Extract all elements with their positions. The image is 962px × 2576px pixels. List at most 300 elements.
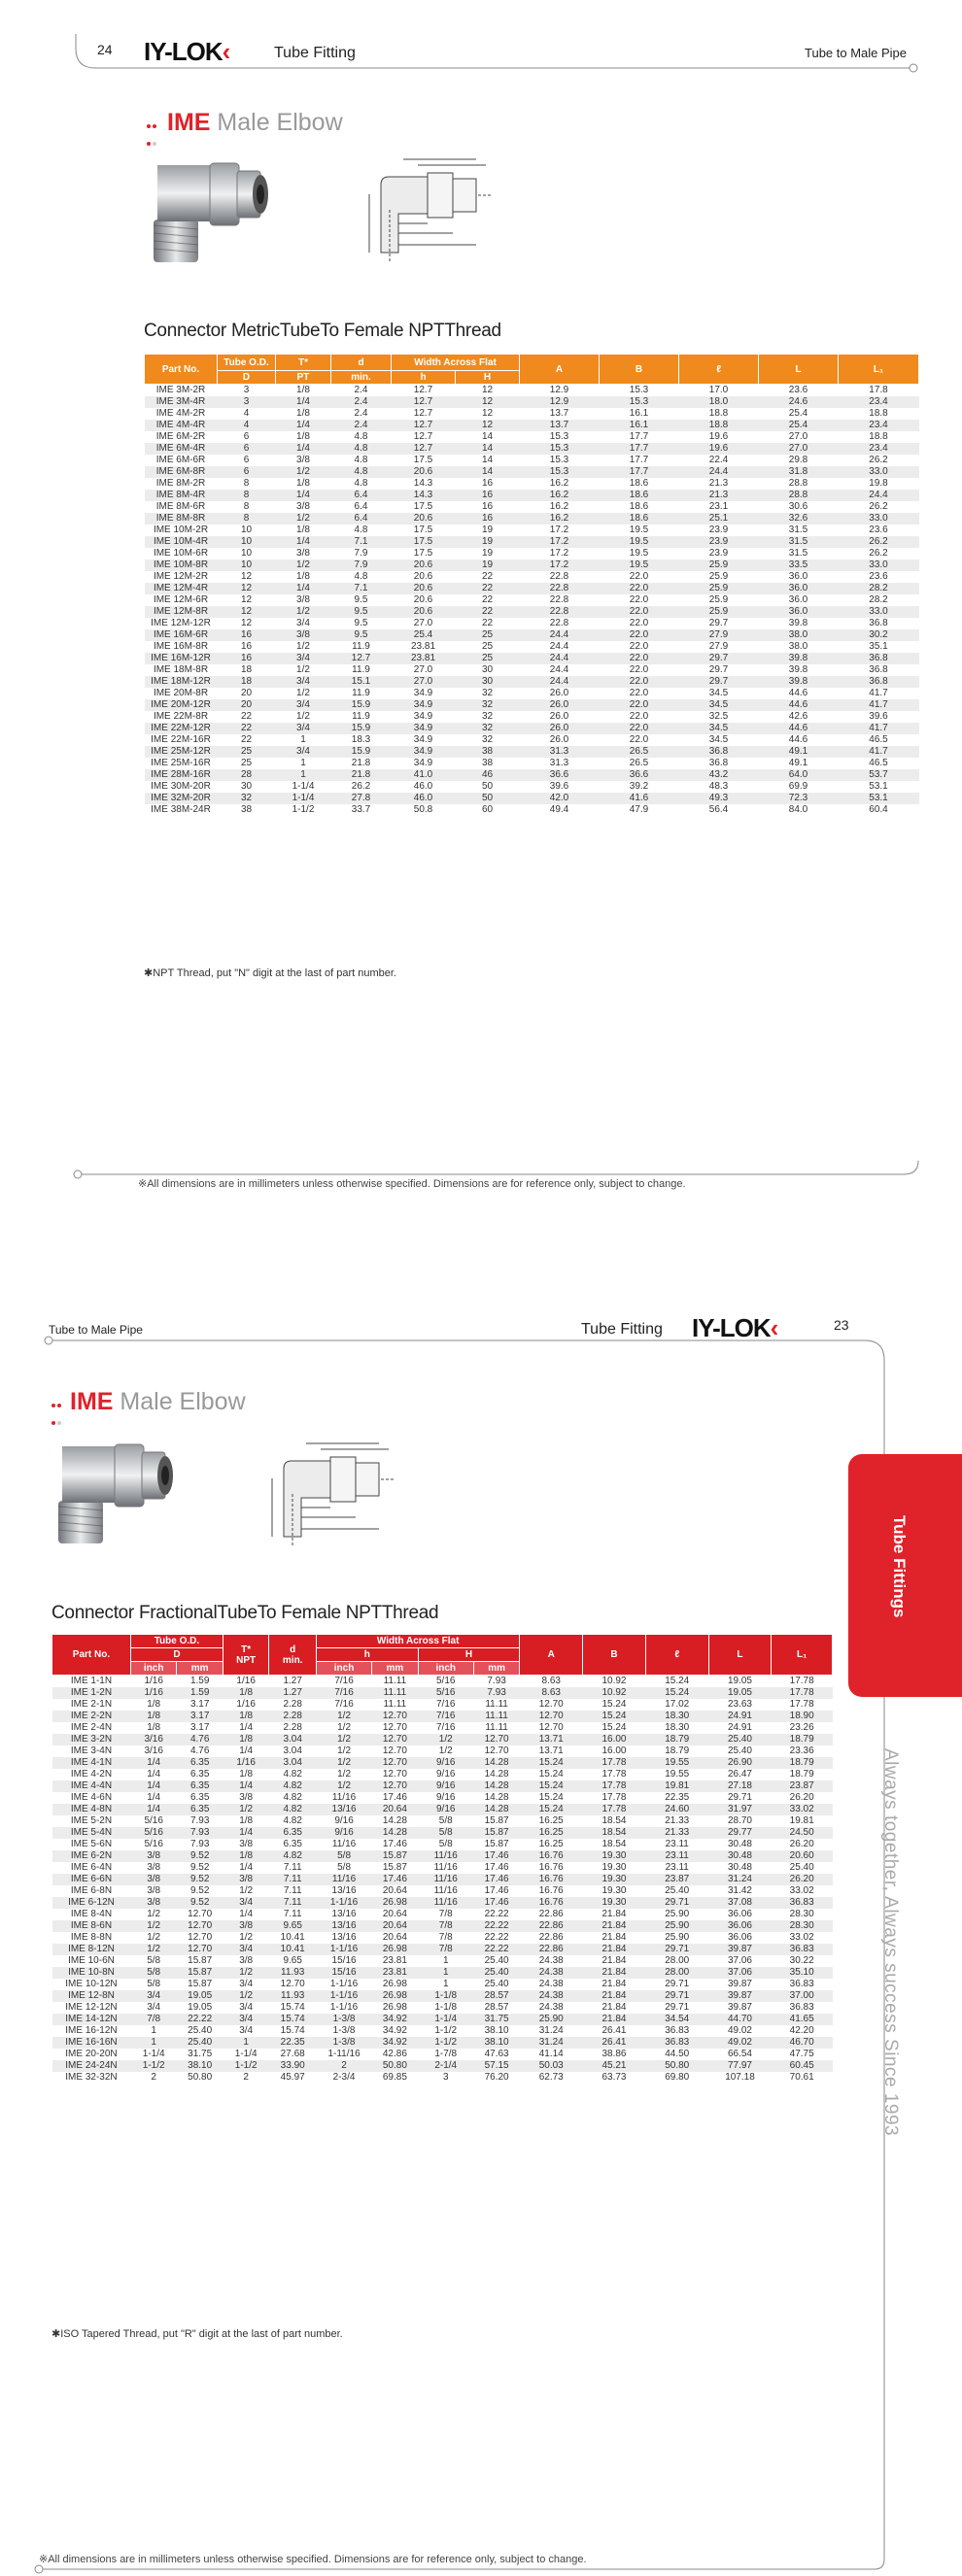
- table-cell: 1-1/8: [434, 2002, 458, 2013]
- table-cell: 7/8: [130, 2014, 176, 2025]
- table-row: [52, 2060, 833, 2072]
- table-cell: 1-1/16: [329, 1979, 359, 1989]
- table-row: [145, 455, 919, 466]
- table-cell: 1/2: [223, 1804, 268, 1815]
- table-cell: IME 6M-6R: [155, 455, 206, 465]
- table-cell: 36.06: [708, 1920, 772, 1932]
- table-cell: 11/16: [331, 1792, 357, 1803]
- table-row: [145, 723, 919, 734]
- table-row: [145, 525, 919, 536]
- table-row: [145, 559, 919, 571]
- table-cell: 28.57: [473, 1990, 520, 2002]
- table-cell: 1/2: [316, 1711, 371, 1722]
- table-cell: 25.9: [679, 559, 759, 571]
- table-cell: 1/2: [239, 1932, 254, 1943]
- table-cell: 1/4: [130, 1780, 176, 1792]
- table-cell: 28.70: [727, 1815, 752, 1826]
- table-cell: 3/8: [130, 1897, 176, 1909]
- table-cell: 1: [130, 2037, 176, 2049]
- table-cell: 17.78: [583, 1780, 646, 1792]
- table-cell: 25: [240, 758, 253, 768]
- table-cell: 28.8: [759, 490, 839, 501]
- col-tube-od-sub: D: [218, 371, 276, 385]
- table-cell: 9.5: [331, 629, 392, 641]
- table-cell: 28.57: [484, 2002, 509, 2013]
- col2-tube-inch: inch: [130, 1662, 176, 1676]
- table-cell: 32.5: [708, 711, 729, 722]
- table-cell: 22.0: [629, 641, 649, 652]
- table-cell: 16.00: [601, 1746, 627, 1756]
- table-cell: 10: [218, 536, 276, 548]
- table-cell: 19.5: [629, 548, 649, 559]
- table-cell: 12.9: [520, 396, 600, 408]
- table-cell: 24.50: [772, 1827, 833, 1839]
- table-cell: 22: [218, 723, 276, 734]
- col-d: d: [331, 355, 392, 371]
- table-cell: 31.5: [759, 536, 839, 548]
- table-row: [145, 594, 919, 606]
- table-cell: 22.0: [600, 629, 679, 641]
- table-cell: 29.8: [788, 455, 808, 465]
- table-cell: 17.7: [629, 431, 649, 442]
- table-cell: 9.52: [189, 1885, 210, 1896]
- table-cell: 16.76: [520, 1874, 583, 1885]
- table-cell: 25.40: [789, 1862, 814, 1873]
- table-cell: 12.70: [473, 1734, 520, 1746]
- table-cell: 1/4: [276, 443, 331, 455]
- table-cell: 41.7: [839, 746, 919, 758]
- table-cell: 33.0: [839, 559, 919, 571]
- table-cell: 23.4: [839, 443, 919, 455]
- table-cell: 22: [481, 618, 494, 628]
- table-cell: 53.1: [869, 781, 888, 792]
- table-cell: 31.75: [188, 2049, 213, 2059]
- table-cell: 11.11: [485, 1699, 508, 1710]
- table-cell: 15.24: [538, 1769, 564, 1779]
- table-cell: 19.6: [708, 431, 729, 442]
- table-cell: 7.93: [473, 1687, 520, 1699]
- table-cell: 3/4: [223, 1944, 268, 1955]
- table-cell: 11.11: [485, 1722, 508, 1733]
- table-cell: 43.2: [679, 769, 759, 781]
- table-cell: 31.3: [549, 758, 569, 768]
- table-cell: 22.86: [520, 1920, 583, 1932]
- table-cell: 12.7: [392, 443, 456, 455]
- table-cell: 47.63: [484, 2049, 509, 2059]
- table-cell: 15.24: [538, 1792, 564, 1803]
- col2-H: H: [418, 1648, 520, 1662]
- table-cell: 22: [481, 571, 494, 582]
- table-cell: 20.6: [392, 513, 456, 525]
- table-cell: 25.40: [473, 1967, 520, 1979]
- table-cell: 34.92: [372, 2014, 418, 2025]
- table-cell: 37.00: [772, 1990, 833, 2002]
- table-cell: IME 8M-2R: [155, 478, 206, 489]
- table-cell: 38.86: [601, 2049, 627, 2059]
- table-cell: 3.04: [269, 1757, 317, 1769]
- table-cell: 18: [218, 676, 276, 688]
- table-cell: 27.68: [280, 2049, 305, 2059]
- table-cell: 33.0: [839, 466, 919, 478]
- table-cell: 22.0: [600, 653, 679, 664]
- table-cell: 18.54: [601, 1839, 627, 1849]
- table-cell: 22.22: [177, 2014, 223, 2025]
- table-cell: 12.70: [538, 1699, 564, 1710]
- table-cell: 28.00: [645, 1967, 708, 1979]
- table-cell: 18.8: [708, 408, 729, 419]
- table-cell: IME 16M-6R: [145, 629, 218, 641]
- table-cell: 1-1/16: [329, 2002, 359, 2013]
- table-cell: 26.20: [789, 1839, 814, 1849]
- table-cell: 29.71: [645, 1944, 708, 1955]
- table-cell: 22.8: [549, 618, 569, 628]
- table-cell: 19.30: [601, 1862, 627, 1873]
- table-cell: 69.85: [382, 2072, 407, 2083]
- table-cell: 3/4: [296, 618, 310, 628]
- table-cell: IME 10M-2R: [153, 525, 209, 535]
- table-cell: 22.0: [600, 676, 679, 688]
- table-cell: 3/4: [147, 2002, 161, 2013]
- table-cell: 16.1: [600, 420, 679, 431]
- table-cell: 3/8: [239, 1792, 254, 1803]
- table-cell: 16.76: [538, 1862, 564, 1873]
- table-cell: 12: [481, 408, 494, 419]
- table-cell: 25.90: [520, 2014, 583, 2025]
- table-cell: 31.24: [708, 1874, 772, 1885]
- col2-width-across-flat: Width Across Flat: [316, 1635, 519, 1648]
- table-cell: 50.8: [413, 804, 433, 815]
- table-cell: 3.17: [189, 1699, 210, 1710]
- table-row: [145, 653, 919, 664]
- col2-L: L: [708, 1635, 772, 1676]
- product-title: IME Male Elbow: [167, 109, 343, 136]
- table-cell: IME 10-12N: [65, 1979, 118, 1989]
- table-cell: 17.78: [789, 1676, 814, 1686]
- table-cell: 1-3/8: [316, 2014, 371, 2025]
- table-cell: 13.7: [520, 420, 600, 431]
- table-cell: 17.46: [473, 1874, 520, 1885]
- table-cell: 7/8: [418, 1944, 473, 1955]
- table-row: [145, 758, 919, 769]
- table-cell: 1/2: [296, 711, 310, 722]
- table-cell: 1-1/2: [434, 2025, 458, 2036]
- table-cell: 36.06: [727, 1932, 752, 1943]
- table-cell: 15.74: [269, 2014, 317, 2025]
- table-cell: 37.06: [708, 1967, 772, 1979]
- table-cell: 15.74: [280, 2025, 305, 2036]
- table-cell: IME 6-4N: [70, 1862, 113, 1873]
- table-cell: 4.8: [354, 571, 368, 582]
- table-cell: 19.30: [583, 1897, 646, 1909]
- table-cell: IME 12M-4R: [145, 583, 218, 594]
- table-cell: IME 6M-8R: [145, 466, 218, 478]
- table-cell: 26.0: [549, 688, 569, 698]
- table-cell: 1/2: [276, 466, 331, 478]
- table-cell: 31.8: [759, 466, 839, 478]
- table-cell: IME 16M-8R: [153, 641, 209, 652]
- table-cell: 3/4: [276, 746, 331, 758]
- table-cell: 12.9: [549, 385, 569, 395]
- table-row: [145, 478, 919, 490]
- table-cell: IME 22M-8R: [153, 711, 209, 722]
- table-cell: IME 20-20N: [65, 2049, 118, 2059]
- table-cell: 25.9: [679, 606, 759, 618]
- table-cell: 1-1/16: [316, 1897, 371, 1909]
- table-cell: 25.40: [708, 1734, 772, 1746]
- table-cell: IME 30M-20R: [151, 781, 211, 792]
- page-number: 24: [97, 42, 113, 57]
- table-cell: 1/8: [223, 1734, 268, 1746]
- col-B: B: [600, 355, 679, 385]
- table-cell: 19: [456, 559, 520, 571]
- table-cell: 25.1: [679, 513, 759, 525]
- table-cell: 44.70: [708, 2014, 772, 2025]
- table-cell: 20.64: [382, 1885, 407, 1896]
- table-cell: 15.24: [645, 1687, 708, 1699]
- table-cell: 3/4: [223, 1897, 268, 1909]
- table-cell: IME 6-2N: [52, 1850, 131, 1862]
- table-cell: 23.4: [839, 396, 919, 408]
- table-row: [145, 664, 919, 676]
- table-cell: 17.5: [392, 536, 456, 548]
- table-cell: 1/8: [296, 478, 310, 489]
- table-cell: 20: [218, 699, 276, 711]
- table-cell: 24.91: [708, 1711, 772, 1722]
- table-cell: 15.74: [280, 2002, 305, 2013]
- table-cell: 18.79: [772, 1734, 833, 1746]
- table-cell: 39.8: [759, 653, 839, 664]
- table-cell: IME 32M-20R: [145, 793, 218, 804]
- table-cell: 44.6: [788, 734, 808, 745]
- table-row: [145, 734, 919, 746]
- table-cell: 3/16: [130, 1734, 176, 1746]
- table-cell: 36.83: [789, 2002, 814, 2013]
- table-cell: 14.28: [484, 1769, 509, 1779]
- table-cell: 3/8: [223, 1920, 268, 1932]
- table-cell: 2.4: [354, 385, 368, 395]
- table-cell: 21.84: [583, 1920, 646, 1932]
- table-cell: 9.5: [331, 606, 392, 618]
- table-row: [145, 571, 919, 583]
- table-cell: 16.25: [538, 1839, 564, 1849]
- table-cell: 25: [456, 629, 520, 641]
- table-cell: 15.9: [331, 699, 392, 711]
- table-cell: 27.9: [708, 641, 729, 652]
- table-cell: 18.54: [583, 1827, 646, 1839]
- table-cell: 18.79: [772, 1757, 833, 1769]
- table-row: [52, 1979, 833, 1990]
- table-cell: IME 20M-12R: [145, 699, 218, 711]
- table-cell: 3.04: [283, 1746, 302, 1756]
- table-cell: 22.8: [520, 606, 600, 618]
- table-cell: 24.4: [549, 664, 569, 675]
- col2-tube-od-sub: D: [130, 1648, 223, 1662]
- col2-h: h: [316, 1648, 418, 1662]
- table-cell: 1/16: [236, 1676, 256, 1686]
- table-cell: 14.28: [372, 1827, 418, 1839]
- table-cell: 1-3/8: [316, 2037, 371, 2049]
- table-cell: 9/16: [418, 1780, 473, 1792]
- table-cell: 13/16: [316, 1920, 371, 1932]
- table-cell: 2: [316, 2060, 371, 2072]
- table-cell: 34.5: [708, 734, 729, 745]
- table-cell: 17.5: [413, 525, 433, 535]
- table-cell: 15.3: [549, 455, 569, 465]
- table-cell: 2.4: [331, 420, 392, 431]
- table-cell: 7.1: [331, 536, 392, 548]
- table-cell: 1-1/4: [418, 2014, 473, 2025]
- table-cell: 18.3: [351, 734, 371, 745]
- table-cell: 14.3: [413, 478, 433, 489]
- table-cell: 3/8: [239, 1839, 254, 1849]
- table-cell: IME 4-8N: [52, 1804, 131, 1815]
- table-row: [145, 385, 919, 397]
- table-row: [145, 804, 919, 816]
- table-cell: 1-1/8: [418, 1990, 473, 2002]
- table-cell: 16: [481, 478, 494, 489]
- table-cell: 25.9: [708, 594, 729, 605]
- table-cell: IME 4-6N: [70, 1792, 113, 1803]
- table-cell: 24.6: [759, 396, 839, 408]
- table-cell: 22.0: [600, 723, 679, 734]
- table-cell: 23.9: [708, 548, 729, 559]
- table-cell: IME 12M-8R: [145, 606, 218, 618]
- table-cell: 16.2: [549, 478, 569, 489]
- table-cell: 17.78: [772, 1687, 833, 1699]
- table-cell: 47.75: [789, 2049, 814, 2059]
- table-cell: 7/16: [334, 1676, 354, 1686]
- table-cell: 39.87: [708, 1990, 772, 2002]
- table-cell: IME 8-6N: [52, 1920, 131, 1932]
- table-row: [52, 1815, 833, 1827]
- table-cell: 28.2: [839, 583, 919, 594]
- table-cell: 5/8: [438, 1839, 453, 1849]
- table-cell: 17.2: [520, 536, 600, 548]
- table-cell: 45.97: [280, 2072, 305, 2083]
- table-cell: 1-1/16: [316, 1990, 371, 2002]
- table-row: [52, 2037, 833, 2049]
- table-cell: 1/2: [296, 688, 310, 698]
- table-row: [52, 1897, 833, 1909]
- table-cell: 4.82: [269, 1780, 317, 1792]
- table-row: [145, 781, 919, 793]
- table-cell: 15.9: [331, 723, 392, 734]
- table-cell: 26.2: [869, 455, 888, 465]
- table-cell: 18.0: [679, 396, 759, 408]
- table-cell: IME 8M-6R: [155, 501, 206, 512]
- table-cell: 1: [418, 1967, 473, 1979]
- table-cell: 34.9: [413, 758, 433, 768]
- table-cell: 18.90: [772, 1711, 833, 1722]
- table-cell: 20.6: [392, 606, 456, 618]
- slogan: Always together, Always success Since 1993: [880, 1748, 901, 2137]
- table-cell: 1-11/16: [327, 2049, 361, 2059]
- table-cell: 4.82: [283, 1792, 302, 1803]
- table-cell: IME 3-4N: [70, 1746, 113, 1756]
- table-cell: 69.80: [665, 2072, 690, 2083]
- table-cell: 39.87: [727, 1979, 752, 1989]
- brand-logo-2: IY-LOK‹: [692, 1313, 778, 1342]
- table-cell: 7.11: [283, 1909, 302, 1919]
- table-cell: 20.64: [382, 1909, 407, 1919]
- table-cell: 30.2: [839, 629, 919, 641]
- table-cell: 3/8: [147, 1885, 161, 1896]
- col-L: L: [759, 355, 839, 385]
- table-cell: 7/8: [418, 1920, 473, 1932]
- table-row: [52, 1746, 833, 1757]
- table-cell: 36.0: [788, 594, 808, 605]
- col-thread: T*: [276, 355, 331, 371]
- table-cell: 13.7: [549, 408, 569, 419]
- table-cell: 26.20: [789, 1792, 814, 1803]
- table-cell: 21.33: [665, 1815, 690, 1826]
- table-cell: 1/4: [130, 1804, 176, 1815]
- table-cell: 22.86: [538, 1909, 564, 1919]
- table-cell: 21.8: [331, 769, 392, 781]
- table-cell: 34.9: [392, 723, 456, 734]
- table-cell: 21.84: [583, 1967, 646, 1979]
- table-cell: IME 12M-6R: [153, 594, 209, 605]
- table-cell: IME 3-2N: [52, 1734, 131, 1746]
- table-cell: 4.8: [354, 455, 368, 465]
- table-cell: 20.64: [372, 1920, 418, 1932]
- table-cell: 16.25: [538, 1815, 564, 1826]
- table-row: [145, 606, 919, 618]
- table-cell: 17.46: [382, 1792, 407, 1803]
- table-cell: 25.90: [665, 1909, 690, 1919]
- table-cell: 38.10: [473, 2037, 520, 2049]
- table-cell: 10.92: [601, 1676, 627, 1686]
- table-cell: 1/2: [337, 1746, 352, 1756]
- table-cell: IME 6-12N: [52, 1897, 131, 1909]
- table-cell: 28.00: [665, 1955, 690, 1966]
- table-cell: 4.8: [331, 443, 392, 455]
- table-cell: 49.4: [549, 804, 569, 815]
- table-cell: 2.28: [283, 1699, 302, 1710]
- table-cell: 19.05: [177, 1990, 223, 2002]
- table-cell: 1/8: [296, 385, 310, 395]
- table-cell: 29.71: [665, 1979, 690, 1989]
- table-cell: 26.5: [600, 746, 679, 758]
- table-cell: 12: [240, 571, 253, 582]
- table-cell: 39.8: [788, 664, 808, 675]
- table-cell: 6: [243, 455, 250, 465]
- table-cell: 1-1/2: [223, 2060, 268, 2072]
- table-cell: 23.26: [789, 1722, 814, 1733]
- table-cell: 22: [456, 606, 520, 618]
- header-left: Tube to Male Pipe: [49, 1323, 143, 1337]
- table-row: [145, 536, 919, 548]
- table-cell: 1.27: [269, 1687, 317, 1699]
- table-cell: 25: [481, 641, 494, 652]
- table-cell: 1-1/2: [418, 2037, 473, 2049]
- table-cell: 9.65: [283, 1955, 302, 1966]
- table-cell: 15.24: [520, 1757, 583, 1769]
- table-cell: 33.90: [269, 2060, 317, 2072]
- table-cell: 5/8: [147, 1979, 161, 1989]
- table1-note: ✱NPT Thread, put "N" digit at the last of part number.: [144, 967, 396, 979]
- table-cell: 2-1/4: [418, 2060, 473, 2072]
- table-cell: 34.5: [679, 699, 759, 711]
- table-cell: 1/8: [130, 1711, 176, 1722]
- table-cell: 9/16: [436, 1769, 456, 1779]
- table-cell: 69.9: [788, 781, 808, 792]
- table-cell: 47.9: [629, 804, 649, 815]
- table-cell: 1/4: [276, 583, 331, 594]
- table-cell: 57.15: [473, 2060, 520, 2072]
- table-cell: 23.81: [392, 653, 456, 664]
- table-cell: 24.4: [520, 653, 600, 664]
